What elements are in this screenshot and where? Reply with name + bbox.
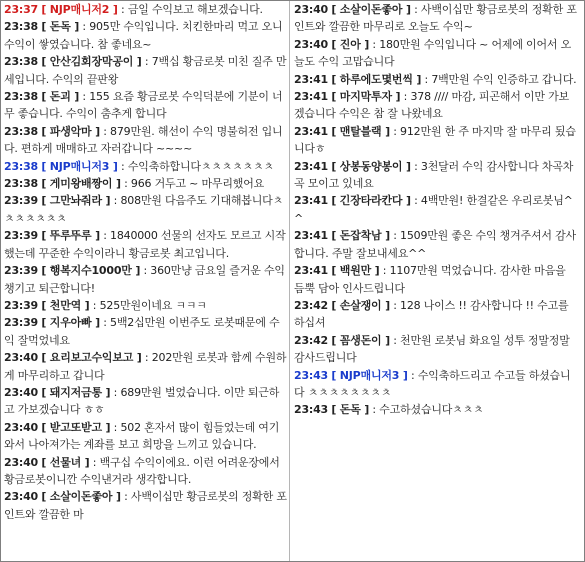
- chat-column-right: [293, 1, 579, 561]
- message-author: [ 돼지저금통 ]: [41, 385, 111, 399]
- message-text: 808만원 다음주도 기대해봅니다ㅊㅊㅊㅊㅊㅊㅊ: [4, 194, 283, 225]
- chat-message: 23:41 [ 상봉동양봉이 ] : 3천달러 수익 감사합니다 차곡차곡 모이고 있네요: [294, 159, 574, 191]
- message-author: [ 맨탈블랙 ]: [331, 124, 390, 138]
- message-text: 202만원 로봇과 함께 수원하게 마무리하고 갑니다: [4, 351, 287, 382]
- message-author: [ 하루에도몇번씩 ]: [331, 72, 422, 86]
- message-text: 금일 수익보고 해보겠습니다.: [127, 3, 263, 16]
- message-text: 7백십 황금로봇 미친 질주 만세입니다. 수익의 끝판왕: [4, 55, 287, 86]
- message-time: 23:38: [4, 177, 39, 191]
- message-author: [ 긴장타라칸다 ]: [331, 194, 411, 208]
- message-text: 879만원. 해선이 수익 명불허전 입니다. 편하게 매매하고 자러갑니다 ~~~~: [4, 124, 283, 156]
- message-text: 180만원 수익입니다 ~ 어제에 이어서 오늘도 수익 고맙습니다: [294, 37, 572, 69]
- message-time: 23:39: [4, 229, 39, 243]
- chat-message: 23:39 [ 지우아빠 ] : 5백2십만원 이번주도 로봇때문에 수익 잘먹었네요: [4, 316, 280, 347]
- chat-message: 23:38 [ 돈괴 ] : 155 요즘 황금로봇 수익덕분에 기분이 너무 좋습니다. 수익이 춤추게 합니다: [4, 90, 283, 121]
- message-author: [ 게미왕배짱이 ]: [41, 177, 121, 191]
- message-time: 23:39: [4, 316, 39, 330]
- message-text: 905만 수익입니다. 치킨한마리 먹고 오니 수익이 쌓였습니다. 참 좋네요~: [4, 20, 283, 51]
- chat-message: 23:40 [ 선물녀 ] : 백구십 수익이에요. 이런 어려운장에서 황금로봇이니깐 수익낸거라 생각합니다.: [4, 455, 280, 486]
- message-text: 1107만원 먹었습니다. 감사한 마음을 듬뿍 담아 인사드립니다: [294, 264, 566, 295]
- message-author: [ 뚜루뚜루 ]: [41, 229, 100, 243]
- message-text: 수익축하드리고 수고들 하셨습니다 ㅊㅊㅊㅊㅊㅊㅊㅊ: [294, 368, 571, 399]
- message-time: 23:40: [4, 490, 39, 504]
- message-author: [ 손살쟁이 ]: [331, 298, 390, 312]
- message-time: 23:40: [4, 385, 39, 399]
- chat-message: 23:40 [ 소살이돈좋아 ] : 사백이십만 황금로봇의 정확한 포인트와 깔끔한 마무리로 오늘도 수익~: [294, 3, 577, 34]
- chat-message: 23:40 [ 진아 ] : 180만원 수익입니다 ~ 어제에 이어서 오늘도 수익 고맙습니다: [294, 37, 572, 69]
- message-author: [ 그만놔줘라 ]: [41, 194, 111, 208]
- message-author: [ 상봉동양봉이 ]: [331, 159, 411, 173]
- chat-message: 23:38 [ 돈독 ] : 905만 수익입니다. 치킨한마리 먹고 오니 수익이 쌓였습니다. 참 좋네요~: [4, 20, 283, 51]
- chat-message: 23:39 [ 뚜루뚜루 ] : 1840000 선물의 선자도 모르고 시작했는데 꾸준한 수익이라니 황금로봇 최고입니다.: [4, 229, 286, 260]
- message-time: 23:38: [4, 20, 39, 34]
- message-text: 백구십 수익이에요. 이런 어려운장에서 황금로봇이니깐 수익낸거라 생각합니다.: [4, 455, 280, 486]
- chat-message: 23:39 [ 행복지수1000만 ] : 360만냥 금요일 즐거운 수익 챙기고 퇴근합니다!: [4, 264, 285, 295]
- chat-message: 23:43 [ 돈독 ] : 수고하셨습니다ㅊㅊㅊ: [294, 403, 484, 417]
- chat-message: 23:38 [ 안산김회장막공이 ] : 7백십 황금로봇 미친 질주 만세입니다. 수익의 끝판왕: [4, 55, 287, 86]
- message-author: [ 소살이돈좋아 ]: [41, 490, 121, 504]
- message-text: 5백2십만원 이번주도 로봇때문에 수익 잘먹었네요: [4, 316, 280, 347]
- message-text: 378 //// 마감, 피곤해서 이만 가보겠습니다 수익은 참 잘 나왔네요: [294, 90, 569, 121]
- chat-message: 23:37 [ NJP매니저2 ] : 금일 수익보고 해보겠습니다.: [4, 3, 263, 16]
- message-author: [ NJP매니저2 ]: [41, 3, 118, 16]
- message-time: 23:40: [4, 351, 39, 365]
- message-author: [ 진아 ]: [331, 37, 370, 51]
- message-text: 사백이십만 황금로봇의 정확한 포인트와 깔끔한 마: [4, 490, 287, 521]
- message-time: 23:41: [294, 159, 329, 173]
- chat-message: 23:39 [ 천만역 ] : 525만원이네요 ㅋㅋㅋ: [4, 298, 207, 312]
- message-text: 4백만원! 한결같은 우리로봇님^^: [294, 194, 573, 225]
- message-time: 23:41: [294, 124, 329, 138]
- message-text: 사백이십만 황금로봇의 정확한 포인트와 깔끔한 마무리로 오늘도 수익~: [294, 3, 577, 34]
- message-author: [ 안산김회장막공이 ]: [41, 55, 142, 69]
- message-author: [ NJP매니저3 ]: [41, 159, 118, 173]
- message-text: 128 나이스 !! 감사합니다 !! 수고를 하십셔: [294, 298, 569, 330]
- message-author: [ 돈독 ]: [331, 403, 370, 417]
- message-time: 23:39: [4, 298, 39, 312]
- message-text: 360만냥 금요일 즐거운 수익 챙기고 퇴근합니다!: [4, 264, 285, 295]
- chat-message: 23:39 [ 그만놔줘라 ] : 808만원 다음주도 기대해봅니다ㅊㅊㅊㅊㅊㅊㅊ: [4, 194, 283, 225]
- message-text: 966 거두고 ~ 마무리했어요: [130, 177, 265, 191]
- chat-message: 23:38 [ 게미왕배짱이 ] : 966 거두고 ~ 마무리했어요: [4, 177, 265, 191]
- chat-message: 23:41 [ 하루에도몇번씩 ] : 7백만원 수익 인증하고 갑니다.: [294, 72, 577, 86]
- chat-message: 23:40 [ 요리보고수익보고 ] : 202만원 로봇과 함께 수원하게 마무리하고 갑니다: [4, 351, 287, 382]
- message-author: [ 꼼생돈이 ]: [331, 333, 390, 347]
- message-author: [ 돈잡착남 ]: [331, 229, 390, 243]
- message-author: [ 돈괴 ]: [41, 90, 80, 104]
- message-author: [ 천만역 ]: [41, 298, 90, 312]
- message-text: 수익축하합니다ㅊㅊㅊㅊㅊㅊㅊ: [127, 159, 274, 173]
- chat-message: 23:42 [ 꼼생돈이 ] : 천만원 로봇님 화요일 성투 정말정말 감사드립니다: [294, 333, 570, 365]
- message-author: [ 선물녀 ]: [41, 455, 90, 469]
- message-time: 23:38: [4, 159, 39, 173]
- message-text: 천만원 로봇님 화요일 성투 정말정말 감사드립니다: [294, 333, 570, 365]
- message-text: 7백만원 수익 인증하고 갑니다.: [431, 72, 577, 86]
- message-time: 23:40: [294, 37, 329, 51]
- message-time: 23:38: [4, 90, 39, 104]
- message-text: 502 혼자서 많이 힘들었는데 여기와서 나아져가는 계좌를 보고 희망을 느끼고 있습니다.: [4, 420, 280, 452]
- message-time: 23:39: [4, 264, 39, 278]
- chat-message: 23:41 [ 돈잡착남 ] : 1509만원 좋은 수익 챙겨주셔서 감사합니다. 주말 잘보내세요^^: [294, 229, 576, 260]
- chat-message: 23:40 [ 받고또받고 ] : 502 혼자서 많이 힘들었는데 여기와서 나아져가는 계좌를 보고 희망을 느끼고 있습니다.: [4, 420, 280, 452]
- chat-message: 23:41 [ 맨탈블랙 ] : 912만원 한 주 마지막 잘 마무리 됬습니다ㅎ: [294, 124, 576, 156]
- chat-message: 23:40 [ 소살이돈좋아 ] : 사백이십만 황금로봇의 정확한 포인트와 깔끔한 마: [4, 490, 287, 521]
- chat-message: 23:40 [ 돼지저금통 ] : 689만원 벌었습니다. 이만 퇴근하고 가보겠습니다 ㅎㅎ: [4, 385, 280, 417]
- message-time: 23:38: [4, 55, 39, 69]
- message-author: [ NJP매니저3 ]: [331, 368, 408, 382]
- message-author: [ 마지막투자 ]: [331, 90, 401, 104]
- message-author: [ 받고또받고 ]: [41, 420, 111, 434]
- message-author: [ 파생악마 ]: [41, 124, 100, 138]
- message-author: [ 돈독 ]: [41, 20, 80, 34]
- message-time: 23:42: [294, 298, 329, 312]
- message-time: 23:41: [294, 264, 329, 278]
- chat-message: 23:38 [ 파생악마 ] : 879만원. 해선이 수익 명불허전 입니다. 편하게 매매하고 자러갑니다 ~~~~: [4, 124, 283, 156]
- column-divider: [289, 1, 290, 561]
- message-time: 23:41: [294, 194, 329, 208]
- message-time: 23:41: [294, 90, 329, 104]
- message-author: [ 행복지수1000만 ]: [41, 264, 141, 278]
- message-author: [ 요리보고수익보고 ]: [41, 351, 142, 365]
- message-text: 912만원 한 주 마지막 잘 마무리 됬습니다ㅎ: [294, 124, 576, 156]
- message-author: [ 소살이돈좋아 ]: [331, 3, 411, 16]
- chat-message: 23:38 [ NJP매니저3 ] : 수익축하합니다ㅊㅊㅊㅊㅊㅊㅊ: [4, 159, 274, 173]
- message-time: 23:39: [4, 194, 39, 208]
- chat-message: 23:43 [ NJP매니저3 ] : 수익축하드리고 수고들 하셨습니다 ㅊㅊㅊㅊㅊㅊㅊㅊ: [294, 368, 571, 399]
- chat-message: 23:41 [ 마지막투자 ] : 378 //// 마감, 피곤해서 이만 가보겠습니다 수익은 참 잘 나왔네요: [294, 90, 569, 121]
- message-text: 1840000 선물의 선자도 모르고 시작했는데 꾸준한 수익이라니 황금로봇 최고입니다.: [4, 229, 286, 260]
- chat-message: 23:41 [ 긴장타라칸다 ] : 4백만원! 한결같은 우리로봇님^^: [294, 194, 573, 225]
- message-time: 23:41: [294, 229, 329, 243]
- message-text: 525만원이네요 ㅋㅋㅋ: [99, 298, 207, 312]
- message-time: 23:41: [294, 72, 329, 86]
- message-time: 23:40: [4, 455, 39, 469]
- message-time: 23:37: [4, 3, 39, 16]
- chat-message: 23:41 [ 백원만 ] : 1107만원 먹었습니다. 감사한 마음을 듬뿍 담아 인사드립니다: [294, 264, 566, 295]
- message-author: [ 지우아빠 ]: [41, 316, 100, 330]
- message-time: 23:43: [294, 368, 329, 382]
- message-time: 23:38: [4, 124, 39, 138]
- message-text: 155 요즘 황금로봇 수익덕분에 기분이 너무 좋습니다. 수익이 춤추게 합니다: [4, 90, 283, 121]
- message-time: 23:43: [294, 403, 329, 417]
- message-time: 23:40: [4, 420, 39, 434]
- chat-message: 23:42 [ 손살쟁이 ] : 128 나이스 !! 감사합니다 !! 수고를 하십셔: [294, 298, 569, 330]
- message-text: 689만원 벌었습니다. 이만 퇴근하고 가보겠습니다 ㅎㅎ: [4, 385, 280, 417]
- message-time: 23:42: [294, 333, 329, 347]
- message-text: 3천달러 수익 감사합니다 차곡차곡 모이고 있네요: [294, 159, 574, 191]
- message-time: 23:40: [294, 3, 329, 16]
- message-text: 1509만원 좋은 수익 챙겨주셔서 감사합니다. 주말 잘보내세요^^: [294, 229, 576, 260]
- chat-column-left: [3, 1, 289, 561]
- message-author: [ 백원만 ]: [331, 264, 380, 278]
- message-text: 수고하셨습니다ㅊㅊㅊ: [379, 403, 484, 417]
